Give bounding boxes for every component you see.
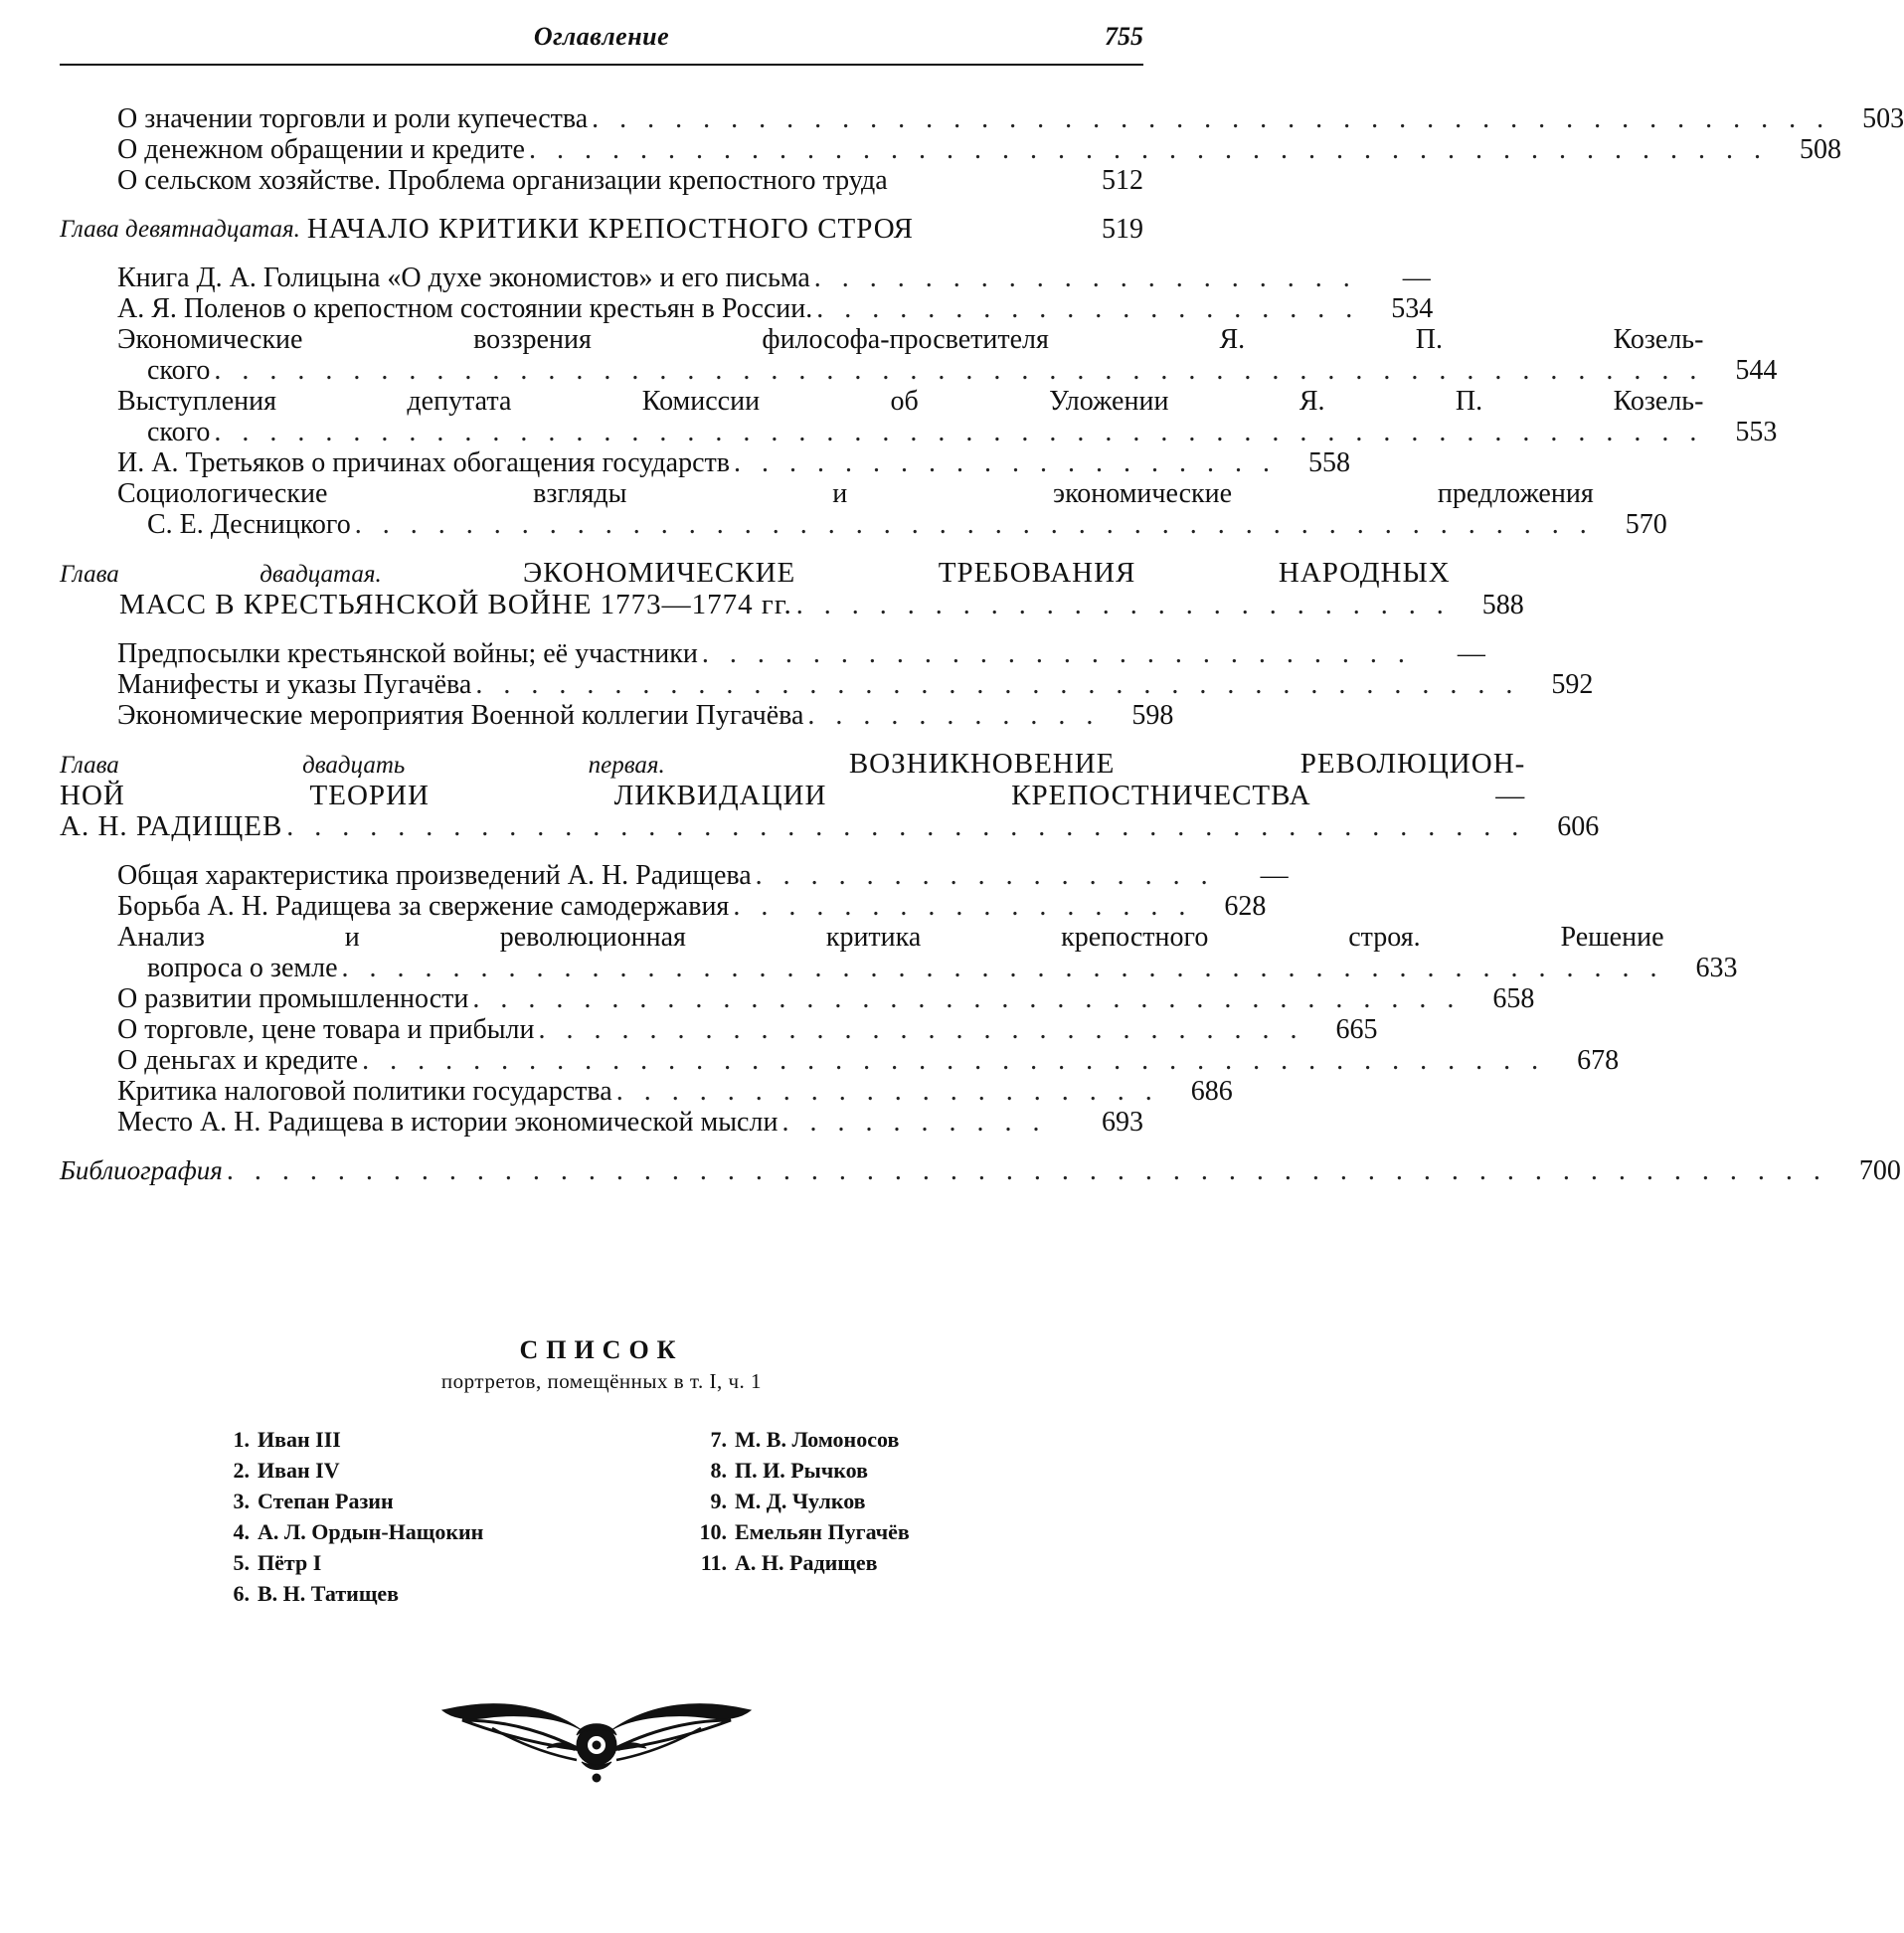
toc-entry-title: Анализ и революционная критика крепостного строя. Решение: [117, 922, 1664, 953]
portrait-name: А. Н. Радищев: [735, 1550, 878, 1575]
toc-entry-page: —: [1260, 860, 1289, 891]
dot-leader: . . . . . . . . . . . . . . . . . . . . . . . . . . . . . . . . . . . . . . . . . . . . .: [528, 134, 1768, 165]
toc-entry-page: 678: [1577, 1045, 1620, 1076]
dot-leader: . . . . . . . . . . . . . . . . . . . . . . . . . . . . . . . . . . . . . . . . . . . . .: [354, 509, 1594, 540]
dot-leader: . . . . . . . . . . . . . . . . . . . .: [816, 293, 1360, 324]
dot-leader: . . . . . . . . . . . . . . . . . . . . . . . . . . . . . . . . . . . . . . . . . . .: [362, 1045, 1546, 1076]
dot-leader: . . . . . . . . . . . . . . . . .: [733, 891, 1193, 922]
dot-leader: . . . . . . . . . . . . . . . . .: [755, 860, 1215, 891]
chapter-label: Глава двадцатая.: [60, 561, 382, 588]
portrait-name: М. Д. Чулков: [735, 1489, 866, 1513]
toc-entry-title: Критика налоговой политики государства: [117, 1076, 612, 1107]
portrait-number: 1.: [233, 1427, 250, 1452]
header-rule: [60, 64, 1143, 66]
portrait-name: Иван IV: [258, 1458, 340, 1483]
portrait-list-subtitle: портретов, помещённых в т. I, ч. 1: [440, 1369, 763, 1393]
toc-entry-title: Общая характеристика произведений А. Н. Радищева: [117, 860, 752, 891]
toc-entry-title: О значении торговли и роли купечества: [117, 103, 589, 134]
portrait-name: Степан Разин: [258, 1489, 394, 1513]
header-page-number: 755: [1105, 22, 1143, 51]
dot-leader: . . . . . . . . . .: [781, 1107, 1047, 1138]
toc-entry-title: О сельском хозяйстве. Проблема организации крепостного труда: [117, 165, 888, 196]
toc-entry: [60, 324, 1778, 386]
dot-leader: . . . . . . . . . . . . . . . . . . . .: [615, 1076, 1159, 1107]
chapter-title-cont: А. Н. РАДИЩЕВ: [60, 810, 283, 842]
toc-entry-page: —: [1402, 263, 1431, 293]
portrait-number: 2.: [233, 1458, 250, 1483]
toc-entry: [60, 293, 1434, 324]
dot-leader: . . . . . . . . . . . . . . . . . . . . . . . . . . . . . . . . . . . . . . . . . . . . . . . .: [341, 953, 1664, 983]
portrait-item: [691, 1486, 989, 1516]
toc-entry-page: 503: [1862, 103, 1904, 134]
chapter-page: 519: [1102, 214, 1143, 245]
running-header: [60, 22, 1143, 66]
toc-entry-page: 592: [1551, 669, 1594, 700]
header-title: Оглавление: [533, 22, 670, 51]
bibliography-title: Библиография: [60, 1155, 223, 1185]
portrait-list-columns: [60, 1424, 1143, 1609]
dot-leader: . . . . . . . . . . .: [807, 700, 1101, 731]
ornament-icon: [433, 1690, 761, 1790]
toc-entry: [60, 1107, 1143, 1138]
toc-entry: [60, 165, 1143, 196]
dot-leader: . . . . . . . . . . . . . . . . . . . . . . . . . . . . . . . . . . . . . . . . . . . . . . . . . . . . . .: [214, 355, 1704, 386]
bibliography-entry: [60, 1155, 1901, 1186]
chapter-page: 588: [1481, 590, 1524, 620]
portrait-name: П. И. Рычков: [735, 1458, 868, 1483]
toc-entry: [60, 891, 1267, 922]
chapter-title-cont: МАСС В КРЕСТЬЯНСКОЙ ВОЙНЕ 1773—1774 гг.: [119, 589, 792, 620]
toc-entry-title: А. Я. Поленов о крепостном состоянии крестьян в России.: [117, 293, 813, 324]
portrait-number: 7.: [710, 1427, 727, 1452]
dot-leader: . . . . . . . . . . . . . . . . . . . . . . . . . . . . . . . . . . . . . . . . . . . . .: [592, 103, 1831, 134]
toc-entry-title: О торговле, цене товара и прибыли: [117, 1014, 535, 1045]
toc-entry-page: 553: [1735, 417, 1778, 447]
bibliography-page: 700: [1858, 1155, 1901, 1186]
toc-entry-page: 544: [1735, 355, 1778, 386]
toc-entry: [60, 638, 1485, 669]
portrait-item: [214, 1455, 671, 1486]
toc-entry-title: Выступления депутата Комиссии об Уложении Я. П. Козель-: [117, 386, 1704, 417]
toc-entry: [60, 1076, 1233, 1107]
toc-entry: [60, 478, 1667, 540]
toc-entry-title: О развитии промышленности: [117, 983, 469, 1014]
chapter-title: ВОЗНИКНОВЕНИЕ РЕВОЛЮЦИОН-: [848, 748, 1526, 780]
toc-entry-page: 686: [1190, 1076, 1233, 1107]
portrait-item: [691, 1455, 989, 1486]
toc-entry-title: Социологические взгляды и экономические предложения: [117, 478, 1594, 509]
toc-entry-page: —: [1457, 638, 1485, 669]
toc-entry-page: 598: [1131, 700, 1174, 731]
portrait-number: 4.: [233, 1519, 250, 1544]
toc-entry: [60, 386, 1778, 447]
toc-entry-title-cont: ского: [147, 355, 211, 386]
portrait-number: 9.: [710, 1489, 727, 1513]
toc-entry-title: Борьба А. Н. Радищева за свержение самодержавия: [117, 891, 730, 922]
portrait-column-right: [671, 1424, 989, 1609]
dot-leader: . . . . . . . . . . . . . . . . . . . . . . . . . . . . . . . . . . . . . . . . . . . . . . . . . . . . . .: [214, 417, 1704, 447]
toc-entry-page: 628: [1224, 891, 1267, 922]
dot-leader: . . . . . . . . . . . . . . . . . . . . . . . . . .: [701, 638, 1412, 669]
chapter-title: ЭКОНОМИЧЕСКИЕ ТРЕБОВАНИЯ НАРОДНЫХ: [523, 557, 1451, 589]
chapter-title: НАЧАЛО КРИТИКИ КРЕПОСТНОГО СТРОЯ: [306, 213, 914, 245]
portrait-name: А. Л. Ордын-Нащокин: [258, 1519, 484, 1544]
dot-leader: . . . . . . . . . . . . . . . . . . . . . . . . . . . . . . . . . . . . . .: [475, 669, 1520, 700]
portrait-number: 3.: [233, 1489, 250, 1513]
toc-entry-page: 534: [1391, 293, 1434, 324]
toc-entry-title: Предпосылки крестьянской войны; её участники: [117, 638, 698, 669]
toc-entry-title: О деньгах и кредите: [117, 1045, 359, 1076]
portrait-item: [214, 1547, 671, 1578]
toc-entry-page: 693: [1102, 1107, 1143, 1138]
toc-entry: [60, 447, 1350, 478]
table-of-contents: [60, 103, 1904, 1186]
portrait-item: [214, 1486, 671, 1516]
toc-entry: [60, 860, 1289, 891]
toc-entry-title: Место А. Н. Радищева в истории экономической мысли: [117, 1107, 779, 1138]
toc-entry-title: Экономические воззрения философа-просветителя Я. П. Козель-: [117, 324, 1704, 355]
portrait-number: 5.: [233, 1550, 250, 1575]
toc-entry-page: 512: [1102, 165, 1143, 196]
dot-leader: . . . . . . . . . . . . . . . . . . . .: [813, 263, 1357, 293]
toc-entry-title-cont: С. Е. Десницкого: [147, 509, 351, 540]
portrait-item: [691, 1547, 989, 1578]
chapter-heading: [60, 748, 1600, 842]
portrait-number: 6.: [233, 1581, 250, 1606]
toc-entry: [60, 922, 1738, 983]
toc-entry: [60, 1045, 1620, 1076]
toc-entry: [60, 134, 1841, 165]
chapter-page: 606: [1557, 811, 1600, 842]
portrait-list: [60, 1335, 1143, 1609]
portrait-name: М. В. Ломоносов: [735, 1427, 900, 1452]
portrait-number: 11.: [700, 1550, 727, 1575]
portrait-name: Емельян Пугачёв: [735, 1519, 910, 1544]
toc-entry: [60, 1014, 1378, 1045]
portrait-item: [691, 1516, 989, 1547]
portrait-column-left: [214, 1424, 671, 1609]
chapter-label: Глава девятнадцатая.: [60, 216, 300, 243]
toc-entry-title: Экономические мероприятия Военной коллегии Пугачёва: [117, 700, 804, 731]
portrait-item: [214, 1424, 671, 1455]
chapter-title-line: [60, 558, 1451, 590]
portrait-item: [214, 1516, 671, 1547]
dot-leader: . . . . . . . . . . . . . . . . . . . . . . . . . . . . . . . . . . . . . . . . . . . . . . . . . . . . . . . . . .: [226, 1155, 1827, 1186]
portrait-number: 10.: [699, 1519, 727, 1544]
page: [60, 22, 1904, 1609]
portrait-name: Пётр I: [258, 1550, 322, 1575]
toc-entry-page: 558: [1307, 447, 1350, 478]
dot-leader: . . . . . . . . . . . . . . . . . . . .: [733, 447, 1277, 478]
portrait-name: Иван III: [258, 1427, 341, 1452]
portrait-item: [691, 1424, 989, 1455]
toc-entry: [60, 103, 1904, 134]
chapter-title-cont: НОЙ ТЕОРИИ ЛИКВИДАЦИИ КРЕПОСТНИЧЕСТВА —: [60, 780, 1526, 811]
toc-entry-page: 665: [1335, 1014, 1378, 1045]
toc-entry-title: И. А. Третьяков о причинах обогащения государств: [117, 447, 730, 478]
chapter-title-line: [60, 749, 1525, 781]
chapter-heading: [60, 557, 1524, 620]
toc-entry: [60, 263, 1431, 293]
portrait-name: В. Н. Татищев: [258, 1581, 400, 1606]
toc-entry-title-cont: ского: [147, 417, 211, 447]
toc-entry: [60, 700, 1174, 731]
dot-leader: . . . . . . . . . . . . . . . . . . . . . . . . . . . . . . . . . . . . . . . . . . . . .: [286, 811, 1526, 842]
chapter-label: Глава двадцать первая.: [60, 752, 665, 779]
toc-entry-title: Манифесты и указы Пугачёва: [117, 669, 472, 700]
toc-entry-page: 570: [1625, 509, 1667, 540]
toc-entry: [60, 983, 1535, 1014]
toc-entry-page: 508: [1799, 134, 1841, 165]
dot-leader: . . . . . . . . . . . . . . . . . . . . . . . . . . . . . . . . . . . .: [472, 983, 1462, 1014]
portrait-list-title: СПИСОК: [519, 1335, 684, 1364]
dot-leader: . . . . . . . . . . . . . . . . . . . . . . . .: [795, 590, 1451, 620]
portrait-item: [214, 1578, 671, 1609]
toc-entry-title: Книга Д. А. Голицына «О духе экономистов» и его письма: [117, 263, 810, 293]
toc-entry: [60, 669, 1594, 700]
toc-entry-page: 658: [1492, 983, 1535, 1014]
toc-entry-page: 633: [1695, 953, 1738, 983]
toc-entry-title-cont: вопроса о земле: [147, 953, 338, 983]
toc-entry-title: О денежном обращении и кредите: [117, 134, 525, 165]
dot-leader: . . . . . . . . . . . . . . . . . . . . . . . . . . . .: [538, 1014, 1304, 1045]
portrait-number: 8.: [710, 1458, 727, 1483]
chapter-heading: [60, 214, 1143, 245]
